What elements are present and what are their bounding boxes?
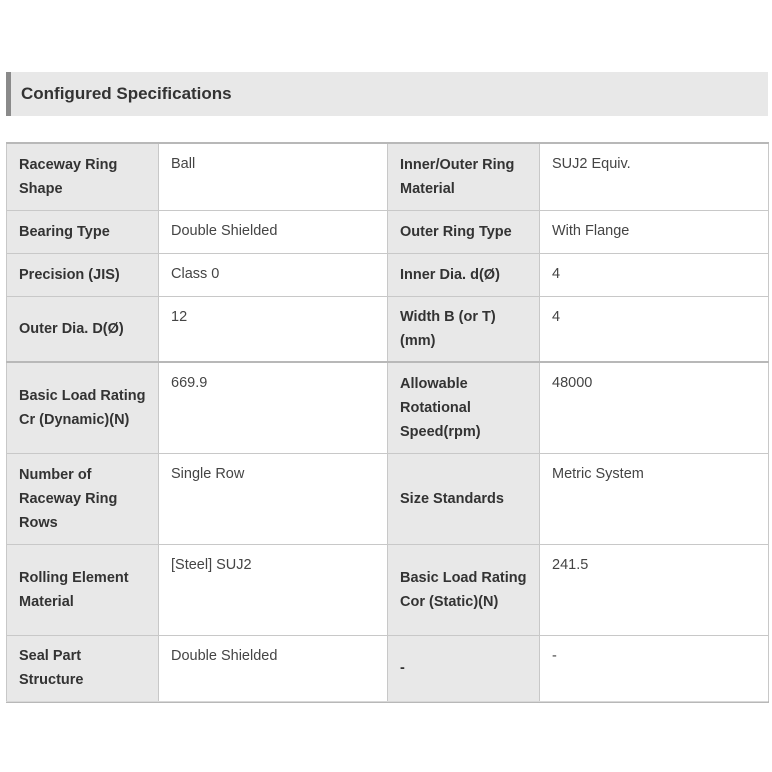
spec-value: Double Shielded — [159, 210, 388, 253]
divider — [6, 701, 768, 702]
table-row — [7, 544, 769, 635]
spec-label: Inner Dia. d(Ø) — [388, 253, 540, 296]
spec-label: Number of Raceway Ring Rows — [7, 453, 159, 544]
spec-value: Ball — [159, 143, 388, 210]
spec-label: Basic Load Rating Cr (Dynamic)(N) — [7, 362, 159, 453]
spec-value: Metric System — [540, 453, 769, 544]
spec-label: Width B (or T)(mm) — [388, 296, 540, 362]
specifications-table — [6, 142, 769, 703]
table-row — [7, 296, 769, 362]
spec-value: [Steel] SUJ2 — [159, 544, 388, 635]
spec-label: Basic Load Rating Cor (Static)(N) — [388, 544, 540, 635]
spec-value: Single Row — [159, 453, 388, 544]
spec-value: Class 0 — [159, 253, 388, 296]
spec-label: Precision (JIS) — [7, 253, 159, 296]
section-header — [6, 72, 768, 116]
spec-value: 48000 — [540, 362, 769, 453]
spec-value: 4 — [540, 296, 769, 362]
spec-label: Outer Ring Type — [388, 210, 540, 253]
table-row — [7, 253, 769, 296]
spec-label: Bearing Type — [7, 210, 159, 253]
spec-value: SUJ2 Equiv. — [540, 143, 769, 210]
table-row — [7, 362, 769, 453]
spec-label: Rolling Element Material — [7, 544, 159, 635]
table-row — [7, 143, 769, 210]
section-title: Configured Specifications — [21, 84, 232, 103]
spec-value: - — [540, 635, 769, 702]
spec-label: Inner/Outer Ring Material — [388, 143, 540, 210]
table-row — [7, 453, 769, 544]
spec-value: 12 — [159, 296, 388, 362]
spec-label: Allowable Rotational Speed(rpm) — [388, 362, 540, 453]
spec-value: 669.9 — [159, 362, 388, 453]
spec-label: - — [388, 635, 540, 702]
spec-value: 4 — [540, 253, 769, 296]
spec-label: Raceway Ring Shape — [7, 143, 159, 210]
spec-label: Size Standards — [388, 453, 540, 544]
spec-label: Outer Dia. D(Ø) — [7, 296, 159, 362]
spec-value: Double Shielded — [159, 635, 388, 702]
spec-value: With Flange — [540, 210, 769, 253]
table-row — [7, 210, 769, 253]
spec-value: 241.5 — [540, 544, 769, 635]
spec-label: Seal Part Structure — [7, 635, 159, 702]
table-row — [7, 635, 769, 702]
